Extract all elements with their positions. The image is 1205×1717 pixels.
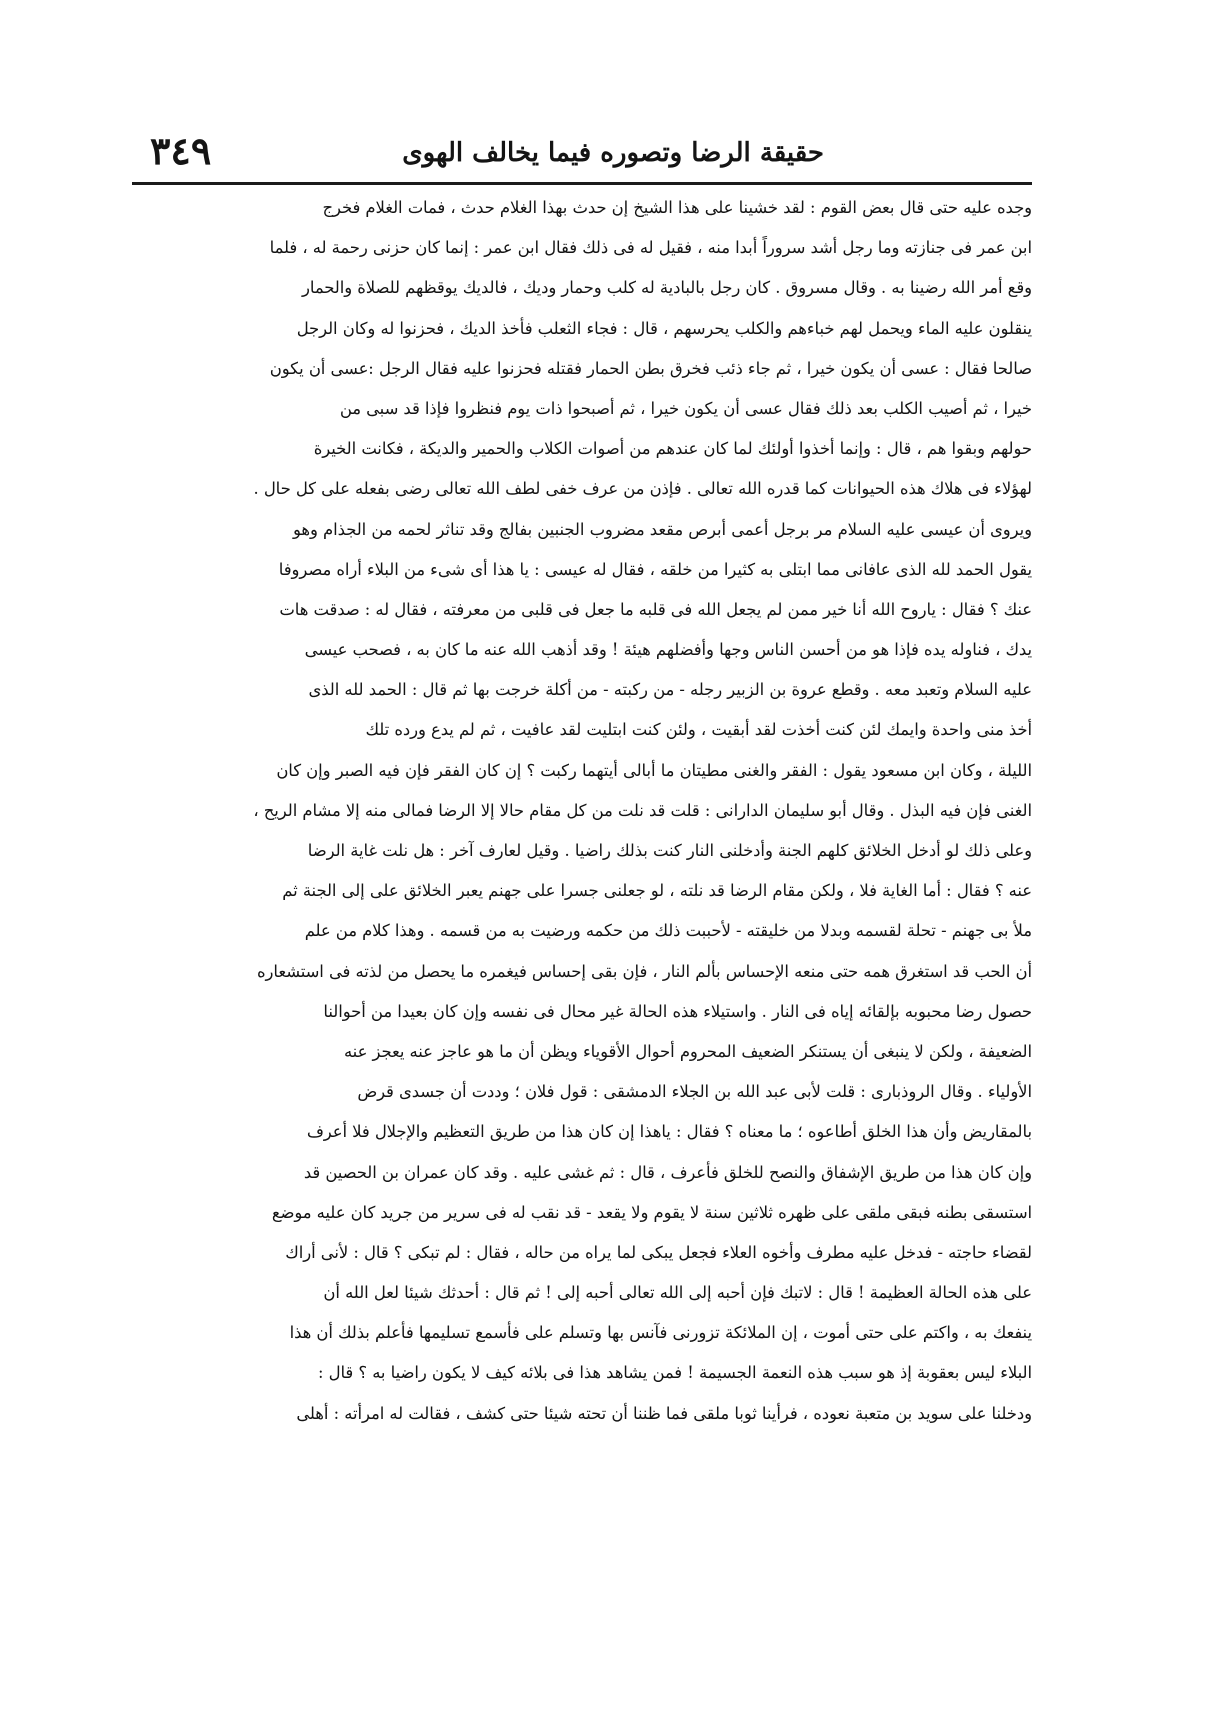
body-text: [132, 188, 1032, 1434]
text-line: يدك ، فناوله يده فإذا هو من أحسن الناس وجها وأفضلهم هيئة ! وقد أذهب الله عنه ما كان به ، فصحب عيسى: [304, 640, 1032, 660]
page-header: [132, 128, 1032, 185]
text-line: خيرا ، ثم أصيب الكلب بعد ذلك فقال عسى أن يكون خيرا ، ثم أصبحوا ذات يوم فنظروا فإذا قد سبى من: [339, 398, 1032, 418]
text-line: وعلى ذلك لو أدخل الخلائق كلهم الجنة وأدخلنى النار كنت بذلك راضيا . وقيل لعارف آخر : هل نلت غاية الرضا: [307, 841, 1032, 860]
text-line: ينفعك به ، واكتم على حتى أموت ، إن الملائكة تزورنى فآنس بها وتسلم على فأسمع تسليمها فأعلم بذلك أن هذا: [289, 1323, 1032, 1343]
text-line: البلاء ليس بعقوبة إذ هو سبب هذه النعمة الجسيمة ! فمن يشاهد هذا فى بلائه كيف لا يكون راضيا به ؟ قال :: [317, 1363, 1032, 1383]
text-line: لقضاء حاجته - فدخل عليه مطرف وأخوه العلاء فجعل يبكى لما يراه من حاله ، فقال : لم تبكى ؟ قال : لأنى أراك: [285, 1242, 1032, 1262]
text-line: وقع أمر الله رضينا به . وقال مسروق . كان رجل بالبادية له كلب وحمار وديك ، فالديك يوقظهم للصلاة والحمار: [302, 278, 1032, 298]
text-line: الغنى فإن فيه البذل . وقال أبو سليمان الدارانى : قلت قد نلت من كل مقام حالا إلا الرضا فمالى منه إلا مشام الريح ،: [253, 800, 1032, 820]
text-line: صالحا فقال : عسى أن يكون خيرا ، ثم جاء ذئب فخرق بطن الحمار فقتله فحزنوا عليه فقال الرجل :عسى أن يكون: [269, 358, 1032, 378]
text-line: عليه السلام وتعبد معه . وقطع عروة بن الزبير رجله - من ركبته - من أكلة خرجت بها ثم قال : الحمد لله الذى: [308, 680, 1032, 700]
running-title: حقيقة الرضا وتصوره فيما يخالف الهوى: [402, 138, 824, 168]
page-number: ٣٤٩: [150, 128, 212, 173]
text-line: حصول رضا محبوبه بإلقائه إياه فى النار . واستيلاء هذه الحالة غير محال فى نفسه وإن كان بعيدا من أحوالنا: [323, 1001, 1032, 1021]
text-line: أن الحب قد استغرق همه حتى منعه الإحساس بألم النار ، فإن بقى إحساس فيغمره ما يحصل من لذته فى استشعاره: [256, 961, 1032, 981]
text-line: أخذ منى واحدة وايمك لئن كنت أخذت لقد أبقيت ، ولئن كنت ابتليت لقد عافيت ، ثم لم يدع ورده تلك: [365, 720, 1032, 740]
text-line: بالمقاريض وأن هذا الخلق أطاعوه ؛ ما معناه ؟ فقال : ياهذا إن كان هذا من طريق التعظيم والإجلال فلا أعرف: [306, 1122, 1032, 1142]
text-line: ابن عمر فى جنازته وما رجل أشد سروراً أبدا منه ، فقيل له فى ذلك فقال ابن عمر : إنما كان حزنى رحمة له ، فلما: [269, 238, 1032, 258]
text-line: ويروى أن عيسى عليه السلام مر برجل أعمى أبرص مقعد مضروب الجنبين بفالج وقد تناثر لحمه من الجذام وهو: [293, 519, 1032, 539]
text-line: عنك ؟ فقال : ياروح الله أنا خير ممن لم يجعل الله فى قلبه ما جعل فى قلبى من معرفته ، فقال له : صدقت هات: [279, 599, 1032, 619]
text-line: لهؤلاء فى هلاك هذه الحيوانات كما قدره الله تعالى . فإذن من عرف خفى لطف الله تعالى رضى بفعله على كل حال .: [253, 479, 1032, 499]
text-line: ودخلنا على سويد بن متعبة نعوده ، فرأينا ثوبا ملقى فما ظننا أن تحته شيئا حتى كشف ، فقالت له امرأته : أهلى: [296, 1403, 1032, 1423]
text-line: الليلة ، وكان ابن مسعود يقول : الفقر والغنى مطيتان ما أبالى أيتهما ركبت ؟ إن كان الفقر فإن فيه الصبر وإن كان: [276, 760, 1032, 780]
text-line: وإن كان هذا من طريق الإشفاق والنصح للخلق فأعرف ، قال : ثم غشى عليه . وقد كان عمران بن الحصين قد: [303, 1162, 1032, 1182]
text-line: الضعيفة ، ولكن لا ينبغى أن يستنكر الضعيف المحروم أحوال الأقوياء ويظن أن ما هو عاجز عنه يعجز عنه: [343, 1041, 1032, 1061]
text-line: على هذه الحالة العظيمة ! قال : لاتبك فإن أحبه إلى الله تعالى أحبه إلى ! ثم قال : أحدثك شيئا لعل الله أن: [323, 1283, 1032, 1303]
text-line: الأولياء . وقال الروذبارى : قلت لأبى عبد الله بن الجلاء الدمشقى : قول فلان ؛ وددت أن جسدى قرض: [357, 1082, 1032, 1102]
text-line: وجده عليه حتى قال بعض القوم : لقد خشينا على هذا الشيخ إن حدث بهذا الغلام حدث ، فمات الغلام فخرج: [322, 198, 1032, 217]
text-line: ملأ بى جهنم - تحلة لقسمه وبدلا من خليقته - لأحببت ذلك من حكمه ورضيت به من قسمه . وهذا كلام من علم: [304, 921, 1032, 941]
text-line: عنه ؟ فقال : أما الغاية فلا ، ولكن مقام الرضا قد نلته ، لو جعلنى جسرا على جهنم يعبر الخلائق على إلى الجنة ثم: [282, 881, 1032, 901]
text-line: حولهم وبقوا هم ، قال : وإنما أخذوا أولئك لما كان عندهم من أصوات الكلاب والحمير والديكة ، فكانت الخيرة: [313, 439, 1032, 459]
text-line: استسقى بطنه فبقى ملقى على ظهره ثلاثين سنة لا يقوم ولا يقعد - قد نقب له فى سرير من جريد كان عليه موضع: [271, 1202, 1032, 1222]
text-line: يقول الحمد لله الذى عافانى مما ابتلى به كثيرا من خلقه ، فقال له عيسى : يا هذا أى شىء من البلاء أراه مصروفا: [278, 559, 1032, 579]
text-line: ينقلون عليه الماء ويحمل لهم خباءهم والكلب يحرسهم ، قال : فجاء الثعلب فأخذ الديك ، فحزنوا له وكان الرجل: [296, 318, 1032, 338]
